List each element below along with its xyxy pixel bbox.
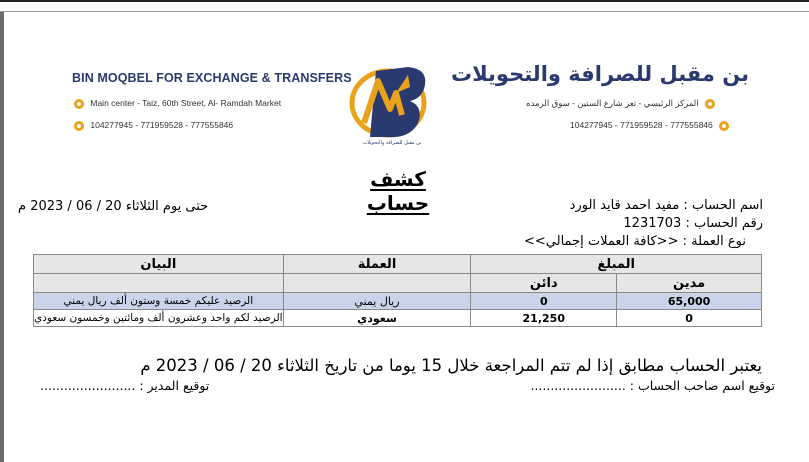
table-header-row [34,255,762,274]
page-top-margin [0,2,809,12]
header-amount: المبلغ [471,255,762,274]
row-debit: 65,000 [617,293,762,310]
location-pin-icon [705,99,715,109]
phone-icon [719,121,729,131]
header-debit: مدين [617,274,762,293]
header-description: البيان [34,255,284,274]
address-en: Main center - Taiz, 60th Street, Al- Ramdah Market [90,98,282,108]
header-credit: دائن [471,274,617,293]
table-subheader-row [34,274,762,293]
reconciliation-note: يعتبر الحساب مطابق إذا لم تتم المراجعة خلال 15 يوما من تاريخ الثلاثاء 20 / 06 / 2023 م [140,356,762,375]
row-credit: 21,250 [471,310,617,327]
phones-en-row [70,120,233,131]
left-edge-bar [0,12,4,462]
account-number: رقم الحساب : 1231703 [623,216,763,231]
address-en-row [70,98,281,109]
table-row [34,293,762,310]
currency-type: <<نوع العملة : <<كافة العملات إجمالي [524,234,746,249]
subheader-empty [34,274,284,293]
phones-ar-row [570,120,733,131]
phones-ar: 104277945 - 771959528 - 777555846 [570,120,713,130]
logo-caption: بن مقبل للصرافة والتحويلات [362,140,422,146]
row-credit: 0 [471,293,617,310]
row-debit: 0 [617,310,762,327]
subheader-empty [283,274,471,293]
phones-en: 104277945 - 771959528 - 777555846 [90,120,234,130]
owner-signature-line: توقيع اسم صاحب الحساب : ........................ [530,378,775,393]
row-description: الرصيد عليكم خمسة وستون ألف ريال يمني [34,293,284,310]
row-currency: ريال يمني [283,293,471,310]
brand-name-en: BIN MOQBEL FOR EXCHANGE & TRANSFERS [72,71,352,85]
account-name: اسم الحساب : مفيد احمد قايد الورد [569,198,763,213]
row-currency: سعودي [283,310,471,327]
table-row [34,310,762,327]
phone-icon [74,121,84,131]
address-ar: المركز الرئيسي - تعز شارع الستين - سوق الرمده [526,98,699,108]
manager-signature-line: توقيع المدير : ........................ [40,378,210,393]
document-title: كشف حساب [366,167,430,215]
header-currency: العملة [283,255,471,274]
statement-table [33,254,762,327]
row-description: الرصيد لكم واحد وعشرون ألف ومائتين وخمسون سعودي [34,310,284,327]
brand-name-ar: بن مقبل للصرافة والتحويلات [451,62,749,86]
location-pin-icon [74,99,84,109]
date-range: حتى يوم الثلاثاء 20 / 06 / 2023 م [18,199,209,214]
company-logo [346,57,438,149]
address-ar-row [526,98,719,109]
